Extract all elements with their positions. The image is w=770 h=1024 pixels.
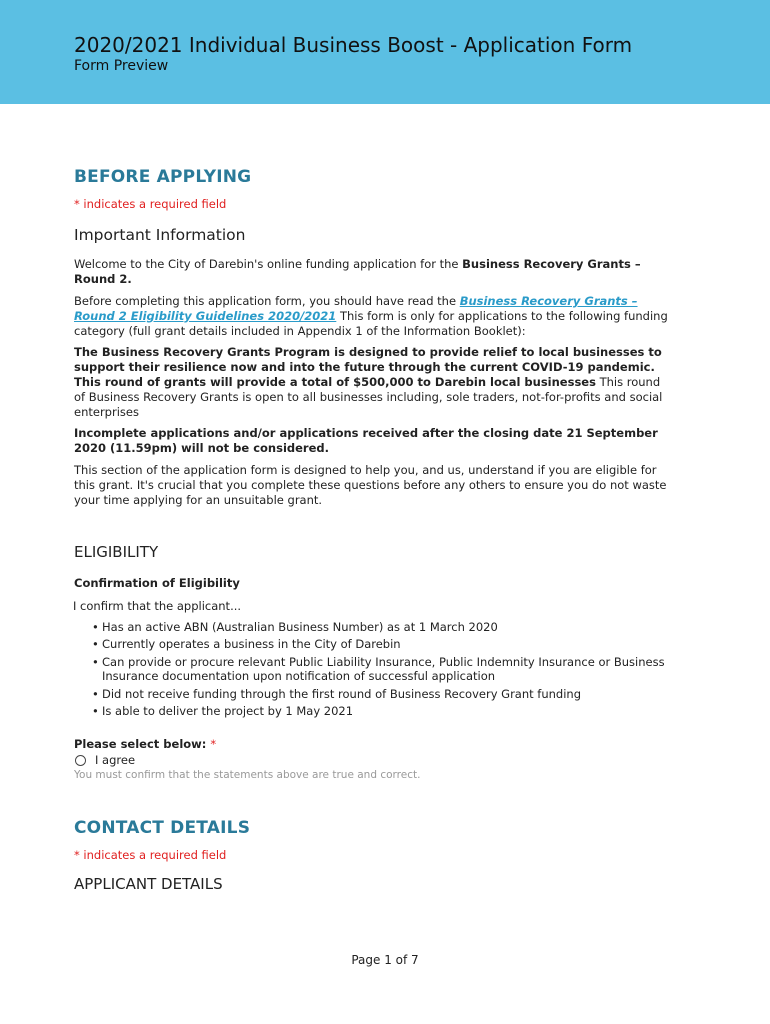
welcome-bold-text: Business Recovery Grants – Round 2. <box>74 257 641 287</box>
criteria-item: • Can provide or procure relevant Public Liability Insurance, Public Indemnity Insurance or Business Insurance documentation upon notification of successful application <box>92 655 674 685</box>
page-number: Page 1 of 7 <box>351 953 419 967</box>
agree-option[interactable] <box>74 753 674 768</box>
criteria-item: • Did not receive funding through the first round of Business Recovery Grant funding <box>92 687 674 702</box>
eligibility-criteria-list <box>92 620 674 719</box>
program-paragraph <box>74 345 674 419</box>
guidelines-paragraph <box>74 294 674 338</box>
incomplete-paragraph <box>74 426 674 456</box>
agree-hint: You must confirm that the statements above are true and correct. <box>74 769 421 782</box>
welcome-paragraph <box>74 257 674 287</box>
guidelines-after-text: This form is only for applications to the following funding category (full grant details included in Appendix 1 of the Information Booklet): <box>74 308 668 338</box>
program-bold-text: The Business Recovery Grants Program is designed to provide relief to local businesses to support their resilience now and into the future through the current COVID-19 pandemic. This round of grants will provide a total of $500,000 to Darebin local businesses <box>74 345 662 389</box>
form-header <box>0 0 770 104</box>
form-title: 2020/2021 Individual Business Boost - Application Form <box>74 33 633 57</box>
required-star: * <box>210 736 217 751</box>
form-subtitle: Form Preview <box>74 58 169 74</box>
agree-label: I agree <box>95 752 136 767</box>
criteria-item: • Is able to deliver the project by 1 May 2021 <box>92 704 674 719</box>
required-field-note: * indicates a required field <box>74 196 227 211</box>
program-text: This round of Business Recovery Grants is open to all businesses including, sole traders, not-for-profits and social enterprises <box>74 374 663 419</box>
criteria-item: • Has an active ABN (Australian Business Number) as at 1 March 2020 <box>92 620 674 635</box>
important-information-heading: Important Information <box>74 225 246 244</box>
section-title-before-applying: BEFORE APPLYING <box>74 167 252 187</box>
guidelines-intro-text: Before completing this application form, you should have read the <box>74 293 460 308</box>
agree-radio[interactable] <box>75 755 86 766</box>
required-field-note: * indicates a required field <box>74 848 227 863</box>
select-below-text: Please select below: <box>74 736 211 751</box>
criteria-item: • Currently operates a business in the City of Darebin <box>92 637 674 652</box>
applicant-details-heading: APPLICANT DETAILS <box>74 874 223 893</box>
guidelines-link[interactable]: Business Recovery Grants – Round 2 Eligibility Guidelines 2020/2021 <box>74 293 638 323</box>
incomplete-bold-text: Incomplete applications and/or applications received after the closing date 21 September 2020 (11.59pm) will not be considered. <box>74 426 658 456</box>
section-title-contact-details: CONTACT DETAILS <box>74 818 251 839</box>
form-content <box>73 167 674 893</box>
section-title-eligibility: ELIGIBILITY <box>74 543 159 562</box>
welcome-text: Welcome to the City of Darebin's online funding application for the <box>74 257 463 272</box>
confirmation-heading: Confirmation of Eligibility <box>74 576 240 591</box>
confirm-intro: I confirm that the applicant... <box>73 598 242 613</box>
section-purpose-paragraph: This section of the application form is designed to help you, and us, understand if you are eligible for this grant. It's crucial that you complete these questions before any others to ensure you do not waste your time applying for an unsuitable grant. <box>74 462 667 507</box>
select-below-label <box>74 737 674 752</box>
